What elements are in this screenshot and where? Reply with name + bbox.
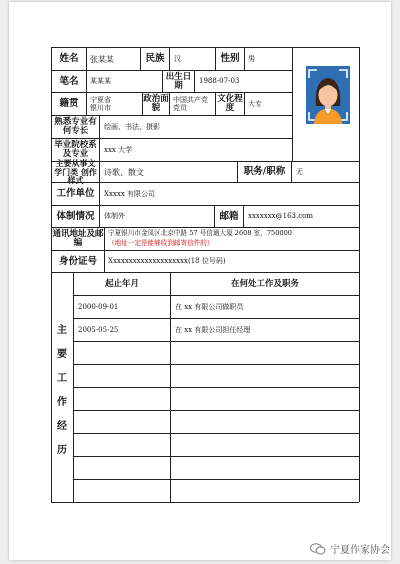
skills-value: 绘画、书法、摄影 [104, 122, 160, 131]
watermark-text: 宁夏作家协会 [330, 545, 390, 556]
school-label: 毕业院校系及专业 [54, 140, 97, 159]
native-place-label: 籍贯 [59, 98, 79, 109]
employer-value: Xxxxx 有限公司 [104, 189, 155, 198]
ethnicity-value: 汉 [174, 54, 181, 63]
address-value: 宁夏银川市金凤区北京中路 57 号信通大厦 2608 室，750000 [108, 229, 293, 237]
address-label: 通讯地址及邮编 [52, 229, 104, 248]
employer-label: 工作单位 [56, 188, 95, 199]
genre-label: 主要从事文学门类 创作样式 [54, 158, 97, 186]
politics-value: 中国共产党党员 [173, 96, 208, 112]
row-job: 在 xx 有限公司担任经理 [175, 325, 251, 334]
avatar-illustration [294, 48, 358, 160]
skills-label: 熟悉专业有何专长 [54, 117, 97, 136]
address-note: （地址一定是能够收到邮寄信件的） [108, 238, 214, 247]
column-header-job: 在何处工作及职务 [230, 279, 299, 289]
education-value: 大专 [248, 99, 262, 108]
email-label: 邮箱 [219, 210, 239, 222]
avatar [294, 48, 358, 160]
position-value: 无 [296, 167, 303, 176]
row-date: 2005-05-25 [78, 325, 119, 334]
work-history-side-label: 主 要 工 作 经 历 [57, 324, 67, 456]
name-value: 张某某 [90, 54, 114, 64]
address-block [108, 229, 358, 249]
email-value: xxxxxxx@163.com [248, 212, 313, 220]
birth-label: 出生日期 [165, 71, 192, 91]
native-place-value: 宁夏省 银川市 [90, 96, 111, 112]
row-date: 2000-09-01 [78, 302, 119, 311]
school-value: xxx 大学 [104, 145, 133, 154]
ethnicity-label: 民族 [145, 53, 165, 64]
system-label: 体制情况 [56, 210, 95, 222]
wechat-icon [310, 543, 326, 555]
genre-value: 诗歌、散文 [104, 167, 144, 177]
position-label: 职务/职称 [243, 166, 286, 177]
id-number-label: 身份证号 [58, 255, 97, 267]
system-value: 体制外 [104, 212, 125, 220]
column-header-dates: 起止年月 [104, 279, 139, 289]
name-label: 姓名 [59, 53, 79, 64]
gender-value: 男 [248, 54, 255, 63]
id-number-value: Xxxxxxxxxxxxxxxxxxxx(18 位号码) [108, 257, 226, 265]
watermark [310, 541, 390, 556]
row-job: 在 xx 有限公司做职员 [175, 302, 244, 311]
education-label: 文化程度 [217, 94, 243, 113]
birth-value: 1988-07-03 [199, 77, 240, 85]
pen-name-label: 笔名 [59, 75, 79, 87]
politics-label: 政治面貌 [143, 94, 169, 113]
gender-label: 性别 [220, 53, 240, 64]
pen-name-value: 某某某 [90, 77, 111, 85]
